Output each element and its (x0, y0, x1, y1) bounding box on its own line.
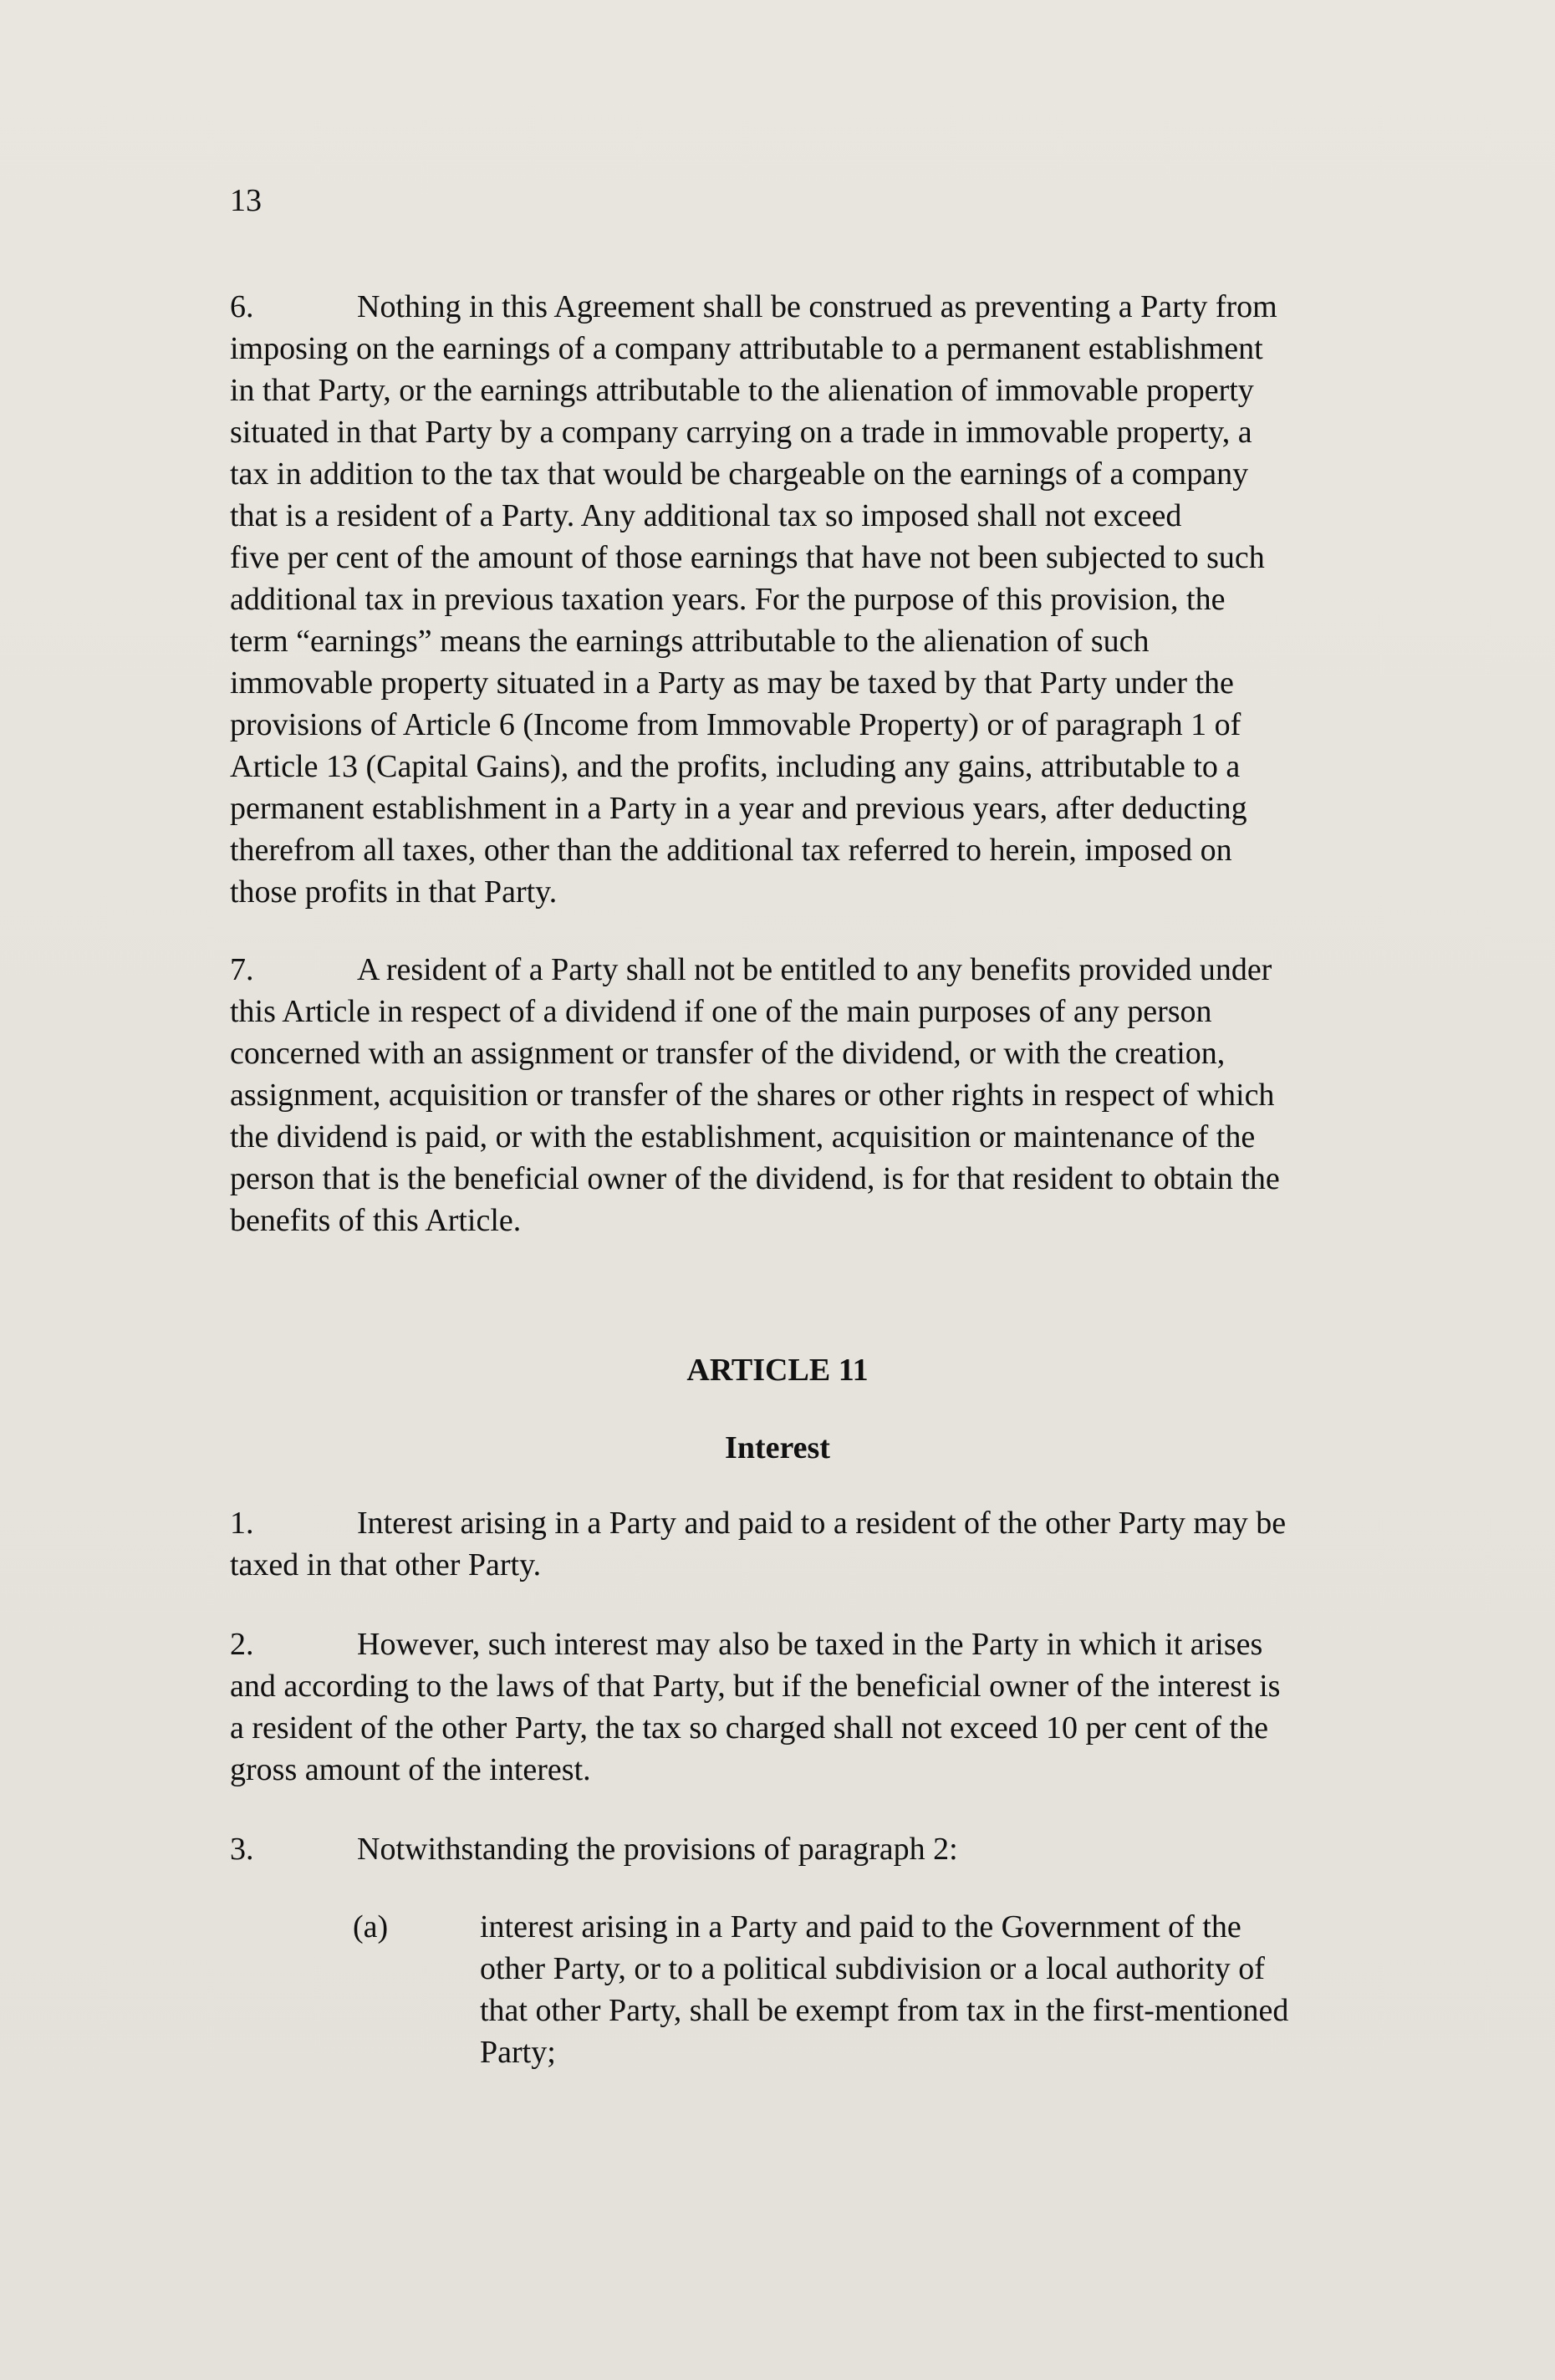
paragraph-line: term “earnings” means the earnings attributable to the alienation of such (230, 624, 1150, 659)
paragraph-line: the dividend is paid, or with the establishment, acquisition or maintenance of the (230, 1119, 1256, 1154)
paragraph-line: 1. Interest arising in a Party and paid to a resident of the other Party may be (230, 1502, 1379, 1544)
paragraph-line: additional tax in previous taxation years. For the purpose of this provision, the (230, 582, 1226, 617)
paragraph-number: 6. (230, 289, 254, 324)
paragraph-line: permanent establishment in a Party in a year and previous years, after deducting (230, 791, 1247, 826)
paragraph-line: 6. Nothing in this Agreement shall be construed as preventing a Party from (230, 286, 1379, 328)
paragraph-line: 3. Notwithstanding the provisions of paragraph 2: (230, 1828, 1379, 1870)
paragraph-number: 1. (230, 1506, 254, 1541)
paragraph-line: a resident of the other Party, the tax so charged shall not exceed 10 per cent of the (230, 1710, 1268, 1746)
paragraph-line: 2. However, such interest may also be taxed in the Party in which it arises (230, 1623, 1379, 1665)
paragraph-line: other Party, or to a political subdivision or a local authority of (480, 1951, 1265, 1986)
paragraph-line: Party; (480, 2035, 556, 2070)
paragraph-3 (230, 1828, 1379, 1870)
paragraph-line: situated in that Party by a company carrying on a trade in immovable property, a (230, 415, 1252, 450)
subparagraph-label: (a) (353, 1909, 389, 1944)
paragraph-line: taxed in that other Party. (230, 1547, 542, 1582)
subparagraph-text (480, 1906, 1400, 2073)
paragraph-line: Article 13 (Capital Gains), and the profits, including any gains, attributable to a (230, 749, 1241, 784)
paragraph-1 (230, 1502, 1379, 1586)
paragraph-6 (230, 286, 1379, 913)
paragraph-line: gross amount of the interest. (230, 1752, 591, 1787)
page-number: 13 (230, 183, 262, 218)
paragraph-line: therefrom all taxes, other than the additional tax referred to herein, imposed on (230, 833, 1232, 868)
paragraph-number: 2. (230, 1627, 254, 1662)
paragraph-line: assignment, acquisition or transfer of the shares or other rights in respect of which (230, 1078, 1275, 1113)
paragraph-2 (230, 1623, 1379, 1791)
paragraph-line: immovable property situated in a Party as may be taxed by that Party under the (230, 665, 1234, 701)
paragraph-line: and according to the laws of that Party, but if the beneficial owner of the interest is (230, 1669, 1281, 1704)
paragraph-line: benefits of this Article. (230, 1203, 522, 1238)
paragraph-number: 7. (230, 952, 254, 987)
paragraph-line: those profits in that Party. (230, 874, 558, 910)
paragraph-line: 7. A resident of a Party shall not be entitled to any benefits provided under (230, 949, 1379, 991)
paragraph-line: this Article in respect of a dividend if one of the main purposes of any person (230, 994, 1212, 1029)
paragraph-7 (230, 949, 1379, 1241)
paragraph-line: interest arising in a Party and paid to the Government of the (480, 1909, 1241, 1944)
article-heading: ARTICLE 11 (686, 1353, 869, 1388)
subparagraph-a (353, 1906, 1389, 2082)
paragraph-line: that is a resident of a Party. Any additional tax so imposed shall not exceed (230, 498, 1182, 533)
paragraph-line: concerned with an assignment or transfer of the dividend, or with the creation, (230, 1036, 1226, 1071)
paragraph-line: that other Party, shall be exempt from tax in the first-mentioned (480, 1993, 1289, 2028)
paragraph-line: person that is the beneficial owner of the dividend, is for that resident to obtain the (230, 1161, 1280, 1196)
paragraph-line: five per cent of the amount of those earnings that have not been subjected to such (230, 540, 1265, 575)
paragraph-line: imposing on the earnings of a company attributable to a permanent establishment (230, 331, 1263, 366)
paragraph-line: provisions of Article 6 (Income from Immovable Property) or of paragraph 1 of (230, 707, 1241, 742)
paragraph-line: tax in addition to the tax that would be chargeable on the earnings of a company (230, 456, 1249, 492)
paragraph-line: in that Party, or the earnings attributable to the alienation of immovable property (230, 373, 1254, 408)
paragraph-number: 3. (230, 1832, 254, 1867)
article-subheading: Interest (725, 1430, 830, 1465)
